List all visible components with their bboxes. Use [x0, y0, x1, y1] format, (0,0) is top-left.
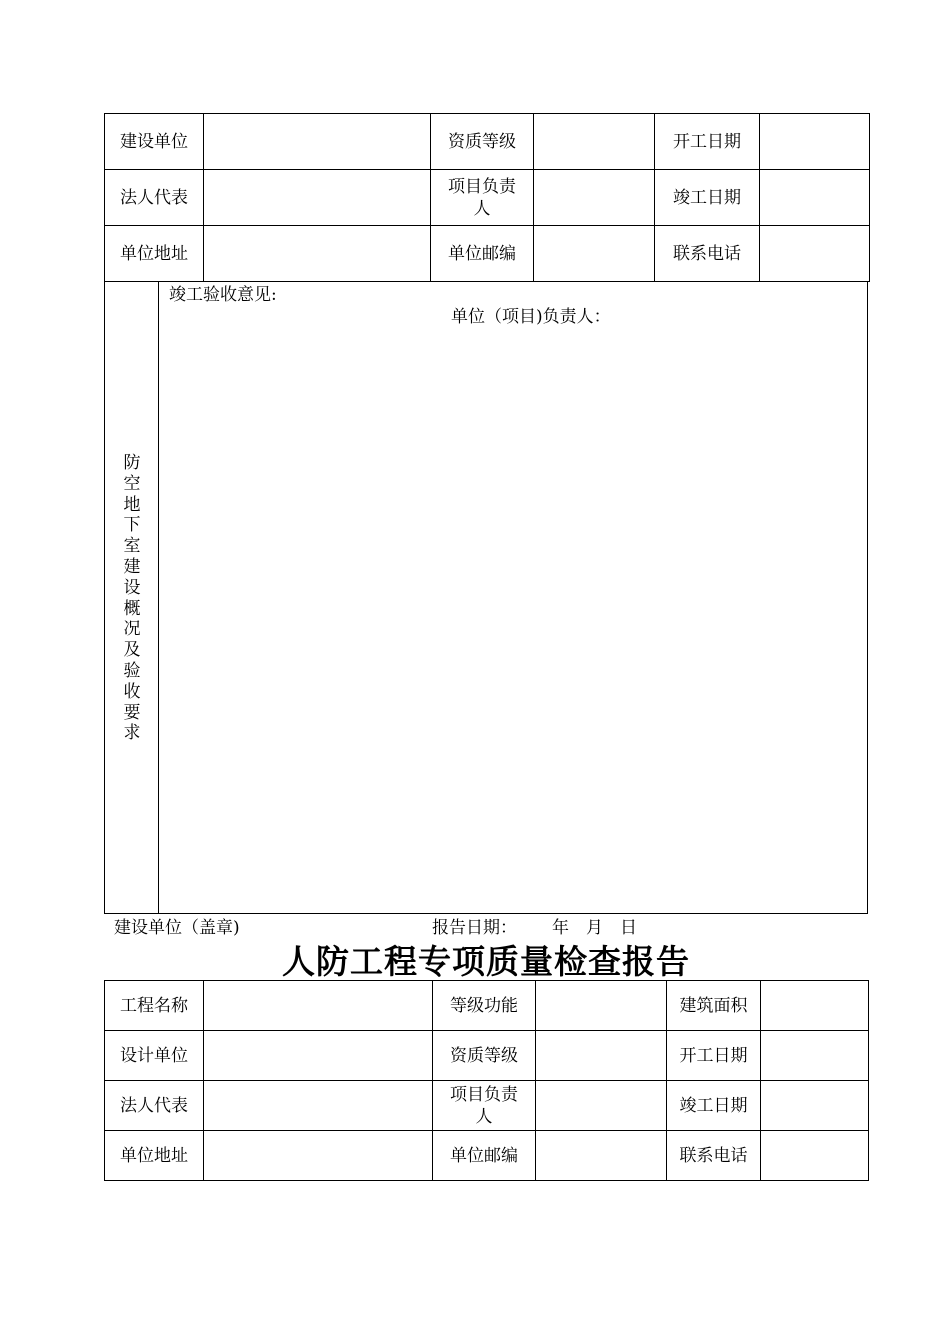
legal-representative-value[interactable]: [204, 170, 431, 226]
side-label: 防空地下室建设概况及验收要求: [123, 453, 141, 744]
report-phone-value[interactable]: [761, 1131, 869, 1181]
label-grade-function: 等级功能: [433, 981, 536, 1031]
label-design-unit: 设计单位: [105, 1031, 204, 1081]
report-qualification-grade-value[interactable]: [536, 1031, 667, 1081]
label-report-project-leader: [433, 1081, 536, 1131]
project-leader-value[interactable]: [534, 170, 655, 226]
footer-day: 日: [620, 918, 637, 938]
footer-date-label: 报告日期：: [432, 918, 517, 938]
label-unit-address: 单位地址: [105, 226, 204, 282]
label-phone: 联系电话: [655, 226, 760, 282]
label-report-postal-code: 单位邮编: [433, 1131, 536, 1181]
footer-year: 年: [552, 918, 569, 938]
label-postal-code: 单位邮编: [431, 226, 534, 282]
label-project-leader: [431, 170, 534, 226]
report-info-table: [104, 980, 869, 1181]
completion-date-value[interactable]: [760, 170, 870, 226]
label-report-qualification-grade: 资质等级: [433, 1031, 536, 1081]
building-area-value[interactable]: [761, 981, 869, 1031]
report-completion-date-value[interactable]: [761, 1081, 869, 1131]
label-report-completion-date: 竣工日期: [667, 1081, 761, 1131]
report-legal-representative-value[interactable]: [204, 1081, 433, 1131]
label-legal-representative: 法人代表: [105, 170, 204, 226]
footer-month: 月: [586, 918, 603, 938]
project-leader-text: 项目负责人: [448, 176, 516, 219]
label-construction-unit: 建设单位: [105, 114, 204, 170]
report-title: 人防工程专项质量检查报告: [282, 942, 690, 981]
label-report-start-date: 开工日期: [667, 1031, 761, 1081]
qualification-grade-value[interactable]: [534, 114, 655, 170]
label-building-area: 建筑面积: [667, 981, 761, 1031]
label-report-legal-representative: 法人代表: [105, 1081, 204, 1131]
construction-unit-value[interactable]: [204, 114, 431, 170]
acceptance-opinion-label: 竣工验收意见:: [169, 285, 277, 305]
report-start-date-value[interactable]: [761, 1031, 869, 1081]
label-completion-date: 竣工日期: [655, 170, 760, 226]
phone-value[interactable]: [760, 226, 870, 282]
label-project-name: 工程名称: [105, 981, 204, 1031]
report-postal-code-value[interactable]: [536, 1131, 667, 1181]
footer-seal-label: 建设单位（盖章): [114, 918, 240, 938]
label-report-phone: 联系电话: [667, 1131, 761, 1181]
report-unit-address-value[interactable]: [204, 1131, 433, 1181]
responsible-person-label: 单位（项目)负责人：: [451, 307, 611, 327]
label-report-unit-address: 单位地址: [105, 1131, 204, 1181]
acceptance-section: [104, 281, 868, 914]
top-info-table: [104, 113, 870, 282]
unit-address-value[interactable]: [204, 226, 431, 282]
report-project-leader-value[interactable]: [536, 1081, 667, 1131]
project-name-value[interactable]: [204, 981, 433, 1031]
grade-function-value[interactable]: [536, 981, 667, 1031]
report-project-leader-text: 项目负责人: [450, 1084, 518, 1127]
design-unit-value[interactable]: [204, 1031, 433, 1081]
label-qualification-grade: 资质等级: [431, 114, 534, 170]
side-label-column: [105, 281, 159, 913]
label-start-date: 开工日期: [655, 114, 760, 170]
start-date-value[interactable]: [760, 114, 870, 170]
postal-code-value[interactable]: [534, 226, 655, 282]
